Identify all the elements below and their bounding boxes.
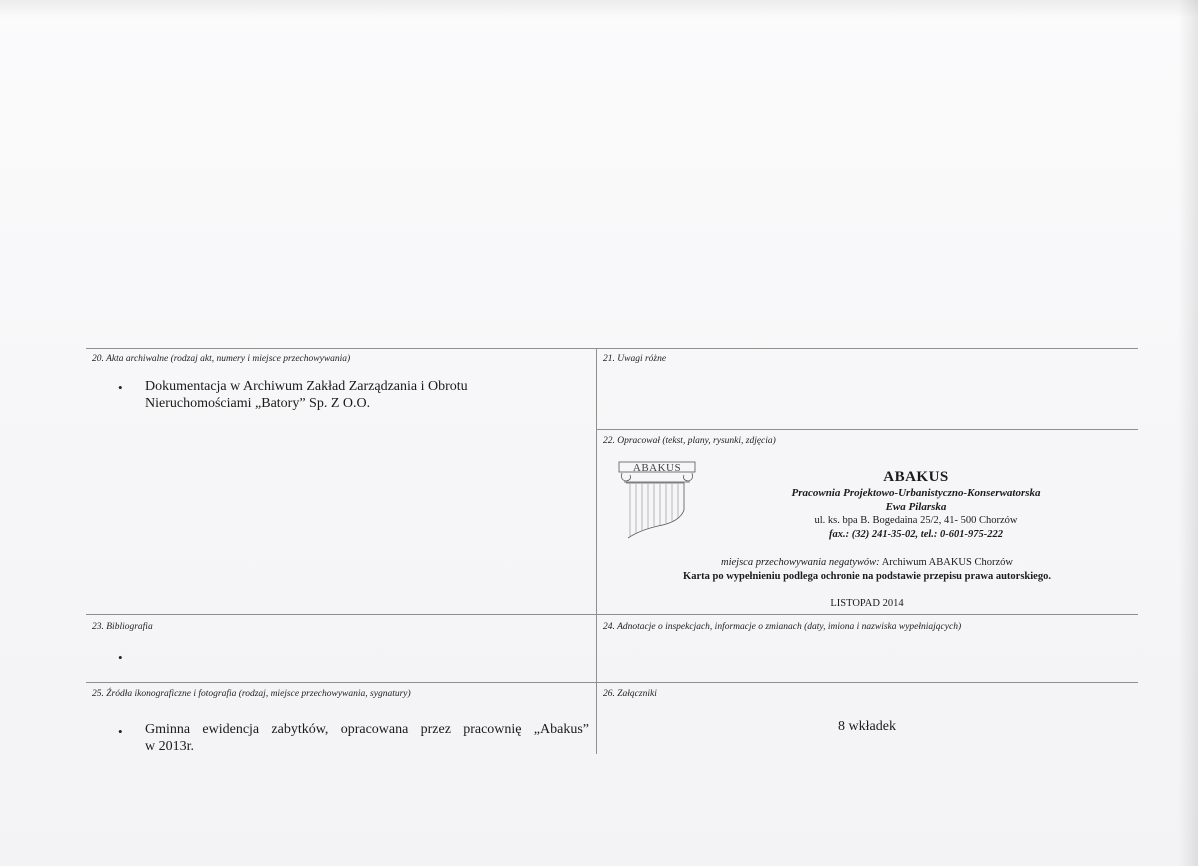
copyright-note: Karta po wypełnieniu podlega ochronie na podstawie przepisu prawa autorskiego.	[683, 571, 1051, 582]
section-25-line-1: Gminna ewidencja zabytków, opracowana przez pracownię „Abakus”	[145, 722, 589, 737]
company-address: ul. ks. bpa B. Bogedaina 25/2, 41- 500 Chorzów	[814, 515, 1018, 526]
abakus-stamp	[700, 468, 1132, 542]
grid-line-22-top	[596, 429, 1138, 430]
negatives-value: Archiwum ABAKUS Chorzów	[879, 557, 1013, 568]
section-21-label: 21. Uwagi różne	[603, 354, 667, 364]
section-25-line-2: w 2013r.	[145, 739, 194, 754]
logo-abakus-text: ABAKUS	[632, 462, 682, 474]
section-20-label: 20. Akta archiwalne (rodzaj akt, numery i miejsce przechowywania)	[92, 354, 351, 364]
company-person: Ewa Pilarska	[885, 501, 947, 513]
grid-line-top	[86, 348, 1138, 349]
attachments-value: 8 wkładek	[838, 719, 896, 734]
section-22-label: 22. Opracował (tekst, plany, rysunki, zdjęcia)	[603, 436, 776, 446]
company-subtitle: Pracownia Projektowo-Urbanistyczno-Konserwatorska	[791, 487, 1041, 499]
page-top-shadow	[0, 0, 1198, 18]
section-26-label: 26. Załączniki	[603, 689, 657, 699]
grid-line-23-top	[86, 614, 1138, 615]
page-right-shadow	[1178, 0, 1198, 866]
section-20-bullet: •	[118, 380, 123, 395]
section-20-line-2: Nieruchomościami „Batory” Sp. Z O.O.	[145, 396, 371, 411]
section-24-label: 24. Adnotacje o inspekcjach, informacje o zmianach (daty, imiona i nazwiska wypełniających)	[603, 622, 962, 632]
section-25-label: 25. Źródła ikonograficzne i fotografia (rodzaj, miejsce przechowywania, sygnatury)	[92, 689, 411, 699]
ionic-column-capital-icon	[618, 460, 700, 544]
section-20-line-1: Dokumentacja w Archiwum Zakład Zarządzania i Obrotu	[145, 379, 468, 394]
company-name: ABAKUS	[883, 469, 949, 485]
grid-line-25-top	[86, 682, 1138, 683]
section-23-bullet: •	[118, 650, 123, 665]
document-date: LISTOPAD 2014	[830, 598, 904, 609]
section-23-label: 23. Bibliografia	[92, 622, 153, 632]
negatives-label: miejsca przechowywania negatywów:	[721, 557, 880, 568]
section-25-bullet: •	[118, 724, 123, 739]
company-contact: fax.: (32) 241-35-02, tel.: 0-601-975-222	[828, 529, 1004, 540]
grid-line-center	[596, 348, 597, 754]
negatives-location	[600, 556, 1134, 569]
